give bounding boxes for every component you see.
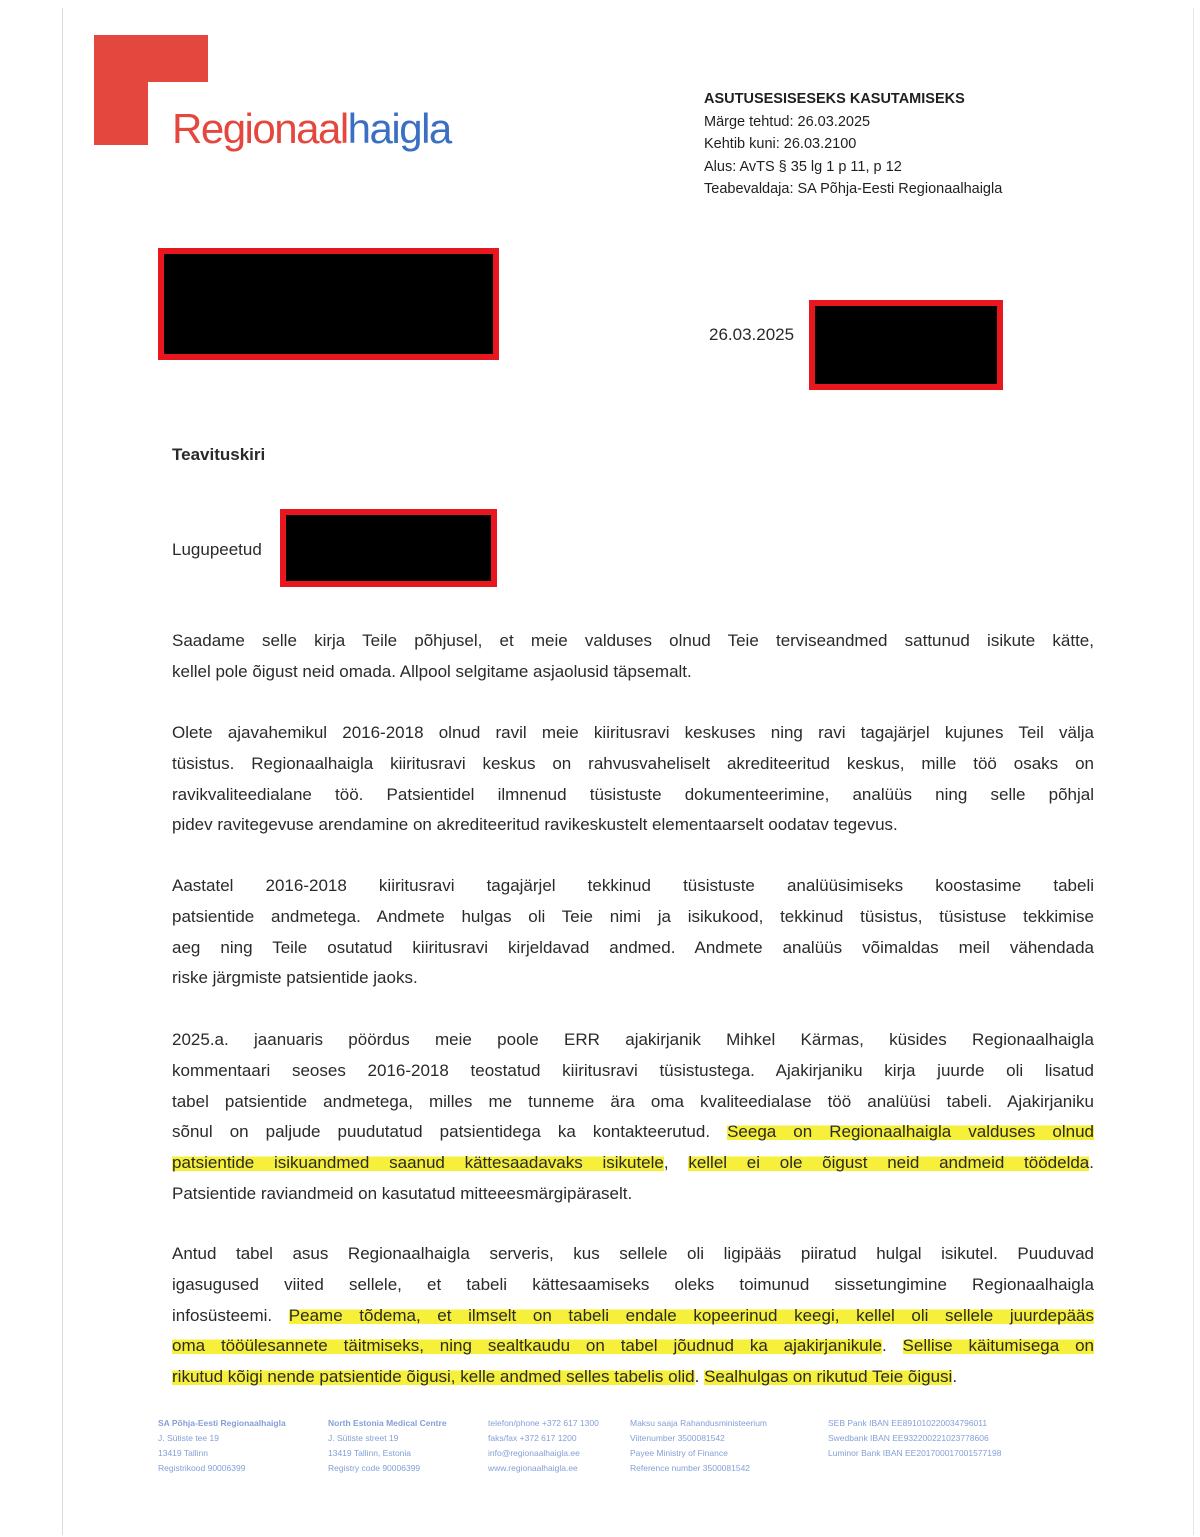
paragraph-line xyxy=(172,871,1094,902)
paragraph-line xyxy=(172,1025,1094,1056)
redaction-box-address xyxy=(164,254,493,354)
body-paragraph xyxy=(172,626,1094,688)
confidentiality-stamp xyxy=(704,88,1002,201)
paragraph-line xyxy=(172,749,1094,780)
footer-line: Payee Ministry of Finance xyxy=(630,1448,728,1458)
footer-line: North Estonia Medical Centre xyxy=(328,1418,447,1428)
footer-line: Registry code 90006399 xyxy=(328,1463,421,1473)
logo xyxy=(172,104,451,154)
text-segment: Saadame selle kirja Teile põhjusel, et meie valduses olnud Teie terviseandmed sattunud isikute kätte, xyxy=(172,631,1094,650)
redaction-box-reference xyxy=(815,306,997,384)
paragraph-line xyxy=(172,1087,1094,1118)
footer-line: Registrikood 90006399 xyxy=(158,1463,246,1473)
stamp-title: ASUTUSESISESEKS KASUTAMISEKS xyxy=(704,91,965,107)
text-segment: Antud tabel asus Regionaalhaigla serveris, kus sellele oli ligipääs piiratud hulgal isikutel. Puuduvad xyxy=(172,1244,1094,1263)
paragraph-line xyxy=(172,1179,1094,1210)
letter-title: Teavituskiri xyxy=(172,445,266,464)
paragraph-line xyxy=(172,780,1094,811)
text-segment: infosüsteemi. xyxy=(172,1305,289,1325)
text-segment: patsientide andmetega. Andmete hulgas oli Teie nimi ja isikukood, tekkinud tüsistus, tüsistuse tekkimise xyxy=(172,906,1094,926)
paragraph-line xyxy=(172,626,1094,657)
text-segment: Patsientide raviandmeid on kasutatud mitteeesmärgipäraselt. xyxy=(172,1183,633,1203)
highlighted-text: rikutud kõigi nende patsientide õigusi, kelle andmed selles tabelis olid xyxy=(172,1367,695,1387)
paragraph-line xyxy=(172,1117,1094,1148)
text-segment: aeg ning Teile osutatud kiiritusravi kirjeldavad andmed. Andmete analüüs võimaldas meil vähendada xyxy=(172,937,1094,957)
paragraph-line xyxy=(172,1331,1094,1362)
highlighted-text: Sellise käitumisega on xyxy=(902,1336,1094,1356)
highlighted-text: Seega on Regionaalhaigla valduses olnud xyxy=(727,1122,1094,1142)
footer-line: SEB Pank IBAN EE891010220034796011 xyxy=(828,1418,988,1428)
highlighted-text: oma tööülesannete täitmiseks, ning sealtkaudu on tabel jõudnud ka ajakirjanikule xyxy=(172,1336,882,1356)
body-paragraph xyxy=(172,718,1094,841)
text-segment: Aastatel 2016-2018 kiiritusravi tagajärjel tekkinud tüsistuste analüüsimiseks koostasime tabeli xyxy=(172,876,1094,895)
text-segment: , xyxy=(663,1153,689,1173)
paragraph-line xyxy=(172,933,1094,964)
text-segment: . xyxy=(1089,1153,1094,1173)
footer-line: Reference number 3500081542 xyxy=(630,1463,751,1473)
logo-part2: haigla xyxy=(347,105,451,152)
paragraph-line xyxy=(172,1239,1094,1270)
redaction-box-name xyxy=(286,515,491,581)
salutation: Lugupeetud xyxy=(172,540,262,559)
stamp-line: Alus: AvTS § 35 lg 1 p 11, p 12 xyxy=(704,158,902,175)
paragraph-line xyxy=(172,657,1094,688)
paragraph-line xyxy=(172,1056,1094,1087)
stamp-line: Teabevaldaja: SA Põhja-Eesti Regionaalhaigla xyxy=(704,181,1003,197)
text-segment: . xyxy=(694,1367,705,1387)
stamp-line: Kehtib kuni: 26.03.2100 xyxy=(704,136,857,152)
footer-line: faks/fax +372 617 1200 xyxy=(488,1433,577,1443)
text-segment: tüsistus. Regionaalhaigla kiiritusravi keskus on rahvusvaheliselt akrediteeritud keskus, mille töö osaks on xyxy=(172,753,1094,773)
logo-part1: Regionaal xyxy=(172,105,348,152)
footer-line: Viitenumber 3500081542 xyxy=(630,1433,725,1443)
text-segment: tabel patsientide andmetega, milles me tunneme ära oma kvaliteedialase töö analüüsi tabeli. Ajakirjaniku xyxy=(172,1091,1094,1111)
text-segment: riske järgmiste patsientide jaoks. xyxy=(172,968,418,988)
paragraph-line xyxy=(172,902,1094,933)
paragraph-line xyxy=(172,1362,1094,1393)
text-segment: igasugused viited sellele, et tabeli kättesaamiseks oleks toimunud sissetungimine Regionaalhaigla xyxy=(172,1274,1094,1294)
paragraph-line xyxy=(172,1270,1094,1301)
body-paragraph xyxy=(172,871,1094,994)
body-paragraph xyxy=(172,1025,1094,1210)
stamp-line: Märge tehtud: 26.03.2025 xyxy=(704,113,871,130)
paragraph-line xyxy=(172,1148,1094,1179)
text-segment: kellel pole õigust neid omada. Allpool selgitame asjaolusid täpsemalt. xyxy=(172,661,692,681)
footer-line: SA Põhja-Eesti Regionaalhaigla xyxy=(158,1418,286,1428)
footer-line: 13419 Tallinn xyxy=(158,1448,208,1458)
paragraph-line xyxy=(172,1301,1094,1332)
text-segment: 2025.a. jaanuaris pöördus meie poole ERR ajakirjanik Mihkel Kärmas, küsides Regionaalhaigla xyxy=(172,1030,1094,1049)
highlighted-text: kellel ei ole õigust neid andmeid töödelda xyxy=(688,1153,1090,1173)
body-paragraph xyxy=(172,1239,1094,1393)
text-segment: pidev ravitegevuse arendamine on akrediteeritud ravikeskustelt elementaarselt oodatav tegevus. xyxy=(172,815,898,835)
footer-line: Swedbank IBAN EE932200221023778606 xyxy=(828,1433,989,1443)
letter-date: 26.03.2025 xyxy=(709,325,795,344)
footer-line: www.regionaalhaigla.ee xyxy=(488,1463,578,1473)
text-segment: ravikvaliteedialane töö. Patsientidel ilmnenud tüsistuste dokumenteerimine, analüüs ning selle põhjal xyxy=(172,784,1094,804)
highlighted-text: patsientide isikuandmed saanud kättesaadavaks isikutele xyxy=(172,1153,664,1173)
footer-line: J. Sütiste street 19 xyxy=(328,1433,399,1443)
paragraph-line xyxy=(172,810,1094,841)
letterhead-footer xyxy=(158,1416,1038,1480)
footer-line: J. Sütiste tee 19 xyxy=(158,1433,219,1443)
footer-line: info@regionaalhaigla.ee xyxy=(488,1448,580,1458)
footer-line: 13419 Tallinn, Estonia xyxy=(328,1448,412,1458)
text-segment: kommentaari seoses 2016-2018 teostatud kiiritusravi tüsistustega. Ajakirjaniku kirja juurde oli lisatud xyxy=(172,1060,1094,1080)
paragraph-line xyxy=(172,718,1094,749)
footer-line: Luminor Bank IBAN EE201700017001577198 xyxy=(828,1448,1002,1458)
highlighted-text: Sealhulgas on rikutud Teie õigusi xyxy=(704,1367,953,1387)
paragraph-line xyxy=(172,963,1094,994)
footer-line: telefon/phone +372 617 1300 xyxy=(488,1418,599,1428)
text-segment: Olete ajavahemikul 2016-2018 olnud ravil meie kiiritusravi keskuses ning ravi tagajärjel kujunes Teil välja xyxy=(172,723,1094,742)
text-segment: . xyxy=(881,1336,903,1356)
text-segment: sõnul on paljude puudutatud patsientidega ka kontakteerutud. xyxy=(172,1122,728,1142)
highlighted-text: Peame tõdema, et ilmselt on tabeli endale kopeerinud keegi, kellel oli sellele juurdepääs xyxy=(288,1305,1094,1325)
footer-line: Maksu saaja Rahandusministeerium xyxy=(630,1418,768,1428)
text-segment: . xyxy=(952,1367,958,1387)
